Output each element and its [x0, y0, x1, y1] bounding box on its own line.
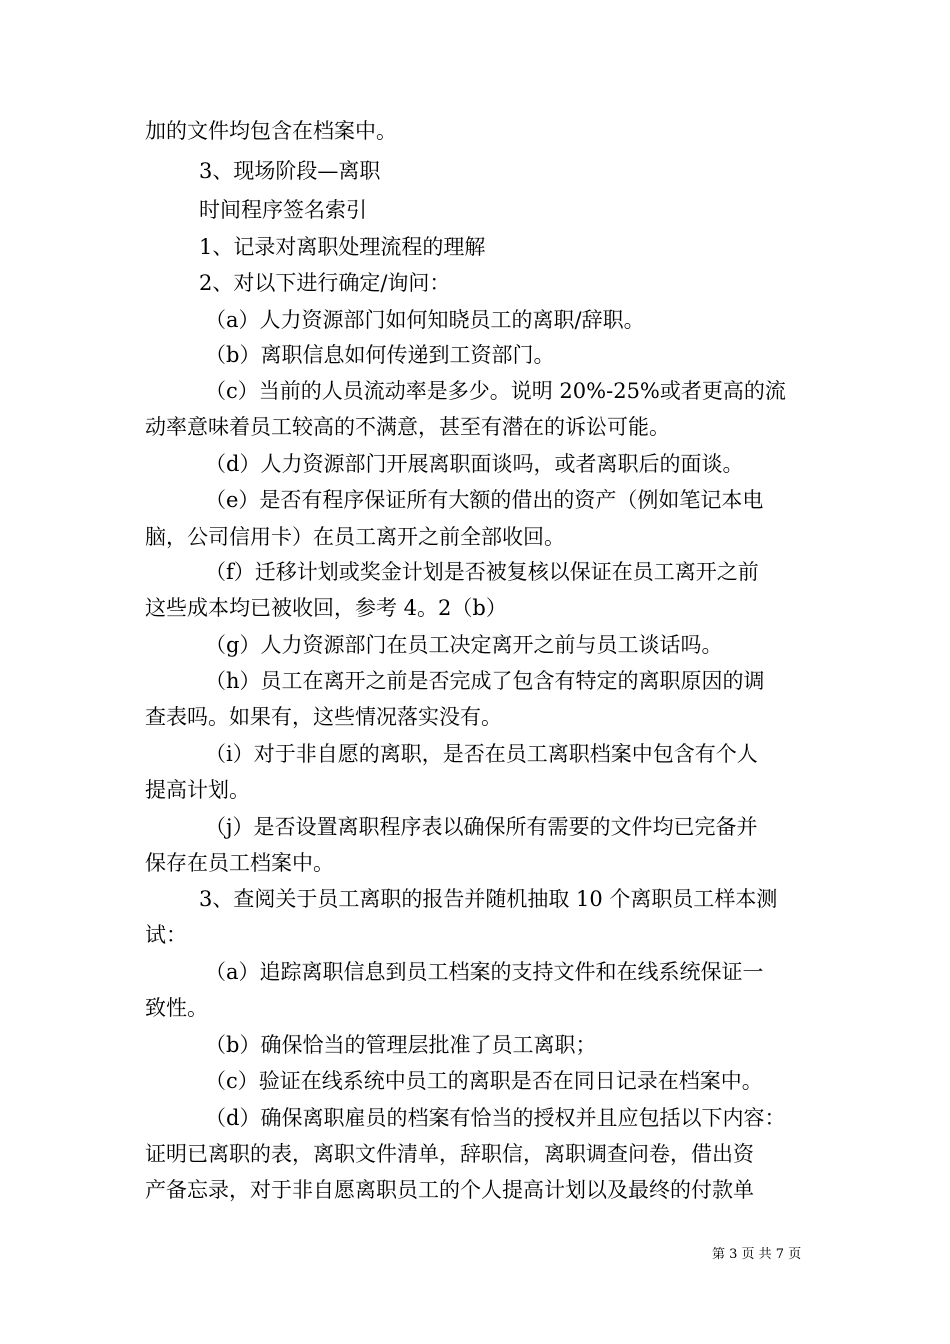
- text-line: 脑，公司信用卡）在员工离开之前全部收回。: [145, 525, 565, 549]
- text-line: 动率意味着员工较高的不满意，甚至有潜在的诉讼可能。: [145, 415, 670, 439]
- list-item: （d）人力资源部门开展离职面谈吗，或者离职后的面谈。: [205, 452, 744, 476]
- text-line: 产备忘录，对于非自愿离职员工的个人提高计划以及最终的付款单: [145, 1178, 754, 1202]
- text-line: 2、对以下进行确定/询问：: [199, 271, 451, 295]
- list-item: （f）迁移计划或奖金计划是否被复核以保证在员工离开之前: [205, 560, 759, 584]
- list-item: （h）员工在离开之前是否完成了包含有特定的离职原因的调: [205, 669, 765, 693]
- list-item: （g）人力资源部门在员工决定离开之前与员工谈话吗。: [205, 633, 723, 657]
- text-line: 提高计划。: [145, 778, 250, 802]
- list-item: （b）离职信息如何传递到工资部门。: [205, 343, 555, 367]
- text-line: 加的文件均包含在档案中。: [145, 119, 397, 143]
- text-line: 查表吗。如果有，这些情况落实没有。: [145, 705, 502, 729]
- page-number-footer: 第 3 页 共 7 页: [712, 1247, 802, 1262]
- section-heading: 3、现场阶段—离职: [199, 159, 381, 183]
- list-item: （d）确保离职雇员的档案有恰当的授权并且应包括以下内容：: [205, 1106, 786, 1130]
- text-line: 试：: [145, 923, 187, 947]
- text-line: 保存在员工档案中。: [145, 851, 334, 875]
- text-line: 致性。: [145, 996, 208, 1020]
- text-line: 时间程序签名索引: [199, 198, 367, 222]
- list-item: （j）是否设置离职程序表以确保所有需要的文件均已完备并: [205, 815, 758, 839]
- list-item: （c）当前的人员流动率是多少。说明 20%-25%或者更高的流: [205, 379, 786, 403]
- text-line: 这些成本均已被收回，参考 4。2（b）: [145, 596, 507, 620]
- text-line: 1、记录对离职处理流程的理解: [199, 235, 486, 259]
- list-item: （i）对于非自愿的离职，是否在员工离职档案中包含有个人: [205, 742, 758, 766]
- text-line: 3、查阅关于员工离职的报告并随机抽取 10 个离职员工样本测: [199, 887, 778, 911]
- list-item: （a）人力资源部门如何知晓员工的离职/辞职。: [205, 308, 645, 332]
- text-line: 证明已离职的表，离职文件清单，辞职信，离职调查问卷，借出资: [145, 1142, 754, 1166]
- list-item: （a）追踪离职信息到员工档案的支持文件和在线系统保证一: [205, 960, 764, 984]
- list-item: （b）确保恰当的管理层批准了员工离职；: [205, 1033, 597, 1057]
- list-item: （e）是否有程序保证所有大额的借出的资产（例如笔记本电: [205, 488, 764, 512]
- list-item: （c）验证在线系统中员工的离职是否在同日记录在档案中。: [205, 1069, 763, 1093]
